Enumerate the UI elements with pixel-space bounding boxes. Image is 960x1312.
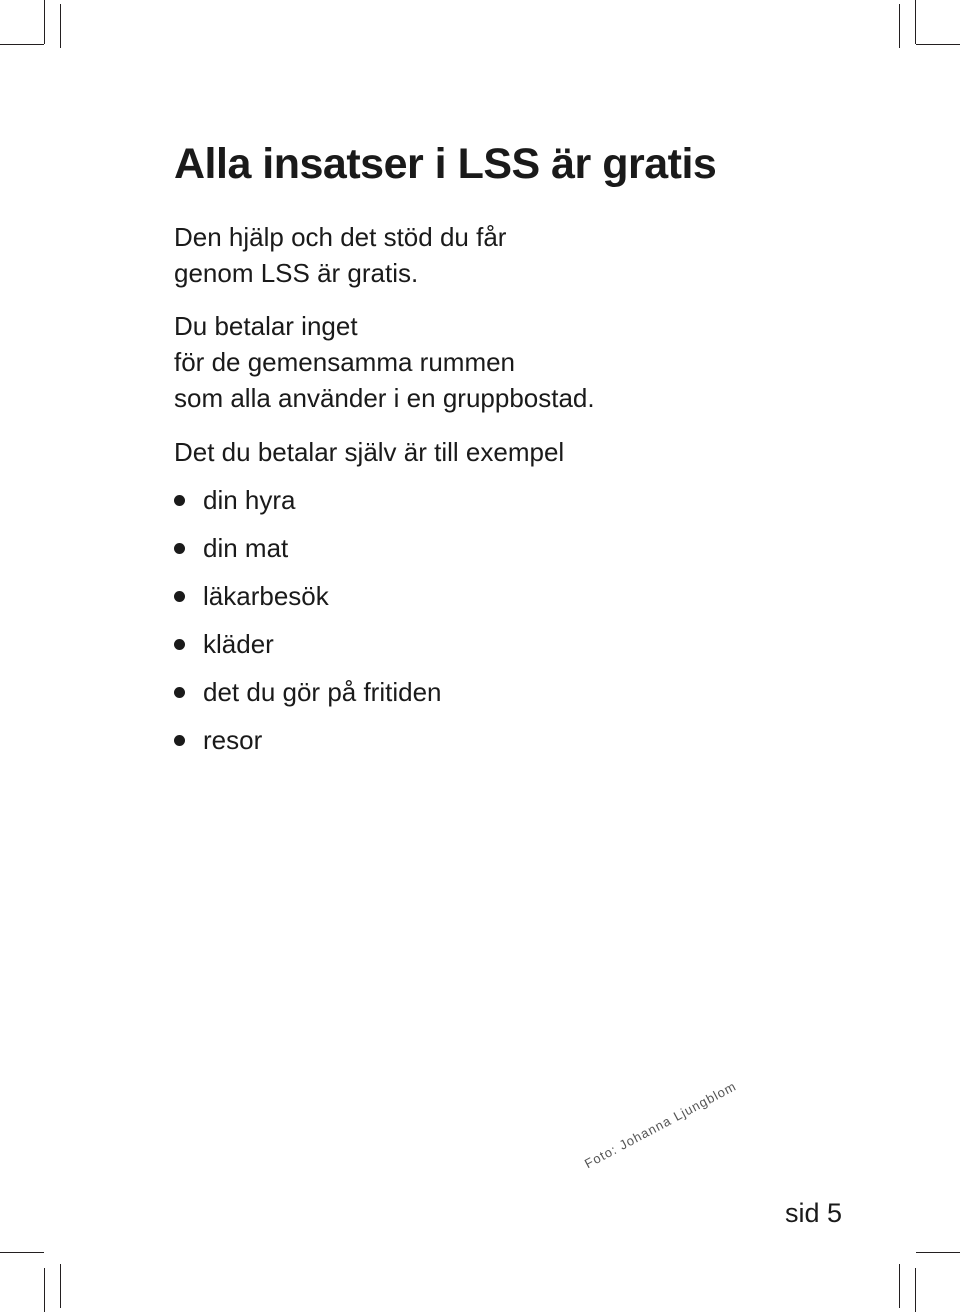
page-number: sid 5 bbox=[784, 1198, 842, 1228]
crop-mark bbox=[60, 4, 61, 48]
bullet-list bbox=[174, 480, 442, 768]
list-item bbox=[174, 480, 442, 528]
paragraph bbox=[174, 308, 595, 416]
list-item bbox=[174, 576, 442, 624]
crop-mark bbox=[915, 1268, 916, 1312]
crop-mark bbox=[915, 0, 916, 44]
bullet-icon bbox=[174, 639, 185, 650]
list-item-text: din hyra bbox=[203, 485, 296, 515]
list-item-text: läkarbesök bbox=[203, 581, 329, 611]
crop-mark bbox=[899, 1264, 900, 1308]
crop-mark bbox=[899, 4, 900, 48]
crop-mark bbox=[60, 1264, 61, 1308]
paragraph-line: som alla använder i en gruppbostad. bbox=[174, 383, 595, 413]
list-item bbox=[174, 528, 442, 576]
photo-credit: Foto: Johanna Ljungblom bbox=[582, 1078, 739, 1172]
paragraph bbox=[174, 219, 506, 291]
paragraph-line: Du betalar inget bbox=[174, 311, 358, 341]
crop-mark bbox=[0, 44, 44, 45]
list-item bbox=[174, 624, 442, 672]
crop-mark bbox=[0, 1252, 44, 1253]
list-item bbox=[174, 720, 442, 768]
crop-mark bbox=[916, 44, 960, 45]
bullet-icon bbox=[174, 591, 185, 602]
page-title: Alla insatser i LSS är gratis bbox=[174, 140, 717, 188]
paragraph-line: genom LSS är gratis. bbox=[174, 258, 419, 288]
paragraph-line: Det du betalar själv är till exempel bbox=[174, 437, 565, 467]
bullet-icon bbox=[174, 495, 185, 506]
list-item-text: resor bbox=[203, 725, 263, 755]
bullet-icon bbox=[174, 735, 185, 746]
list-item bbox=[174, 672, 442, 720]
list-item-text: kläder bbox=[203, 629, 274, 659]
crop-mark bbox=[44, 0, 45, 44]
list-item-text: din mat bbox=[203, 533, 289, 563]
paragraph-line: för de gemensamma rummen bbox=[174, 347, 516, 377]
paragraph-line: Den hjälp och det stöd du får bbox=[174, 222, 507, 252]
bullet-icon bbox=[174, 543, 185, 554]
paragraph bbox=[174, 434, 564, 470]
crop-mark bbox=[916, 1252, 960, 1253]
crop-mark bbox=[44, 1268, 45, 1312]
list-item-text: det du gör på fritiden bbox=[203, 677, 442, 707]
bullet-icon bbox=[174, 687, 185, 698]
